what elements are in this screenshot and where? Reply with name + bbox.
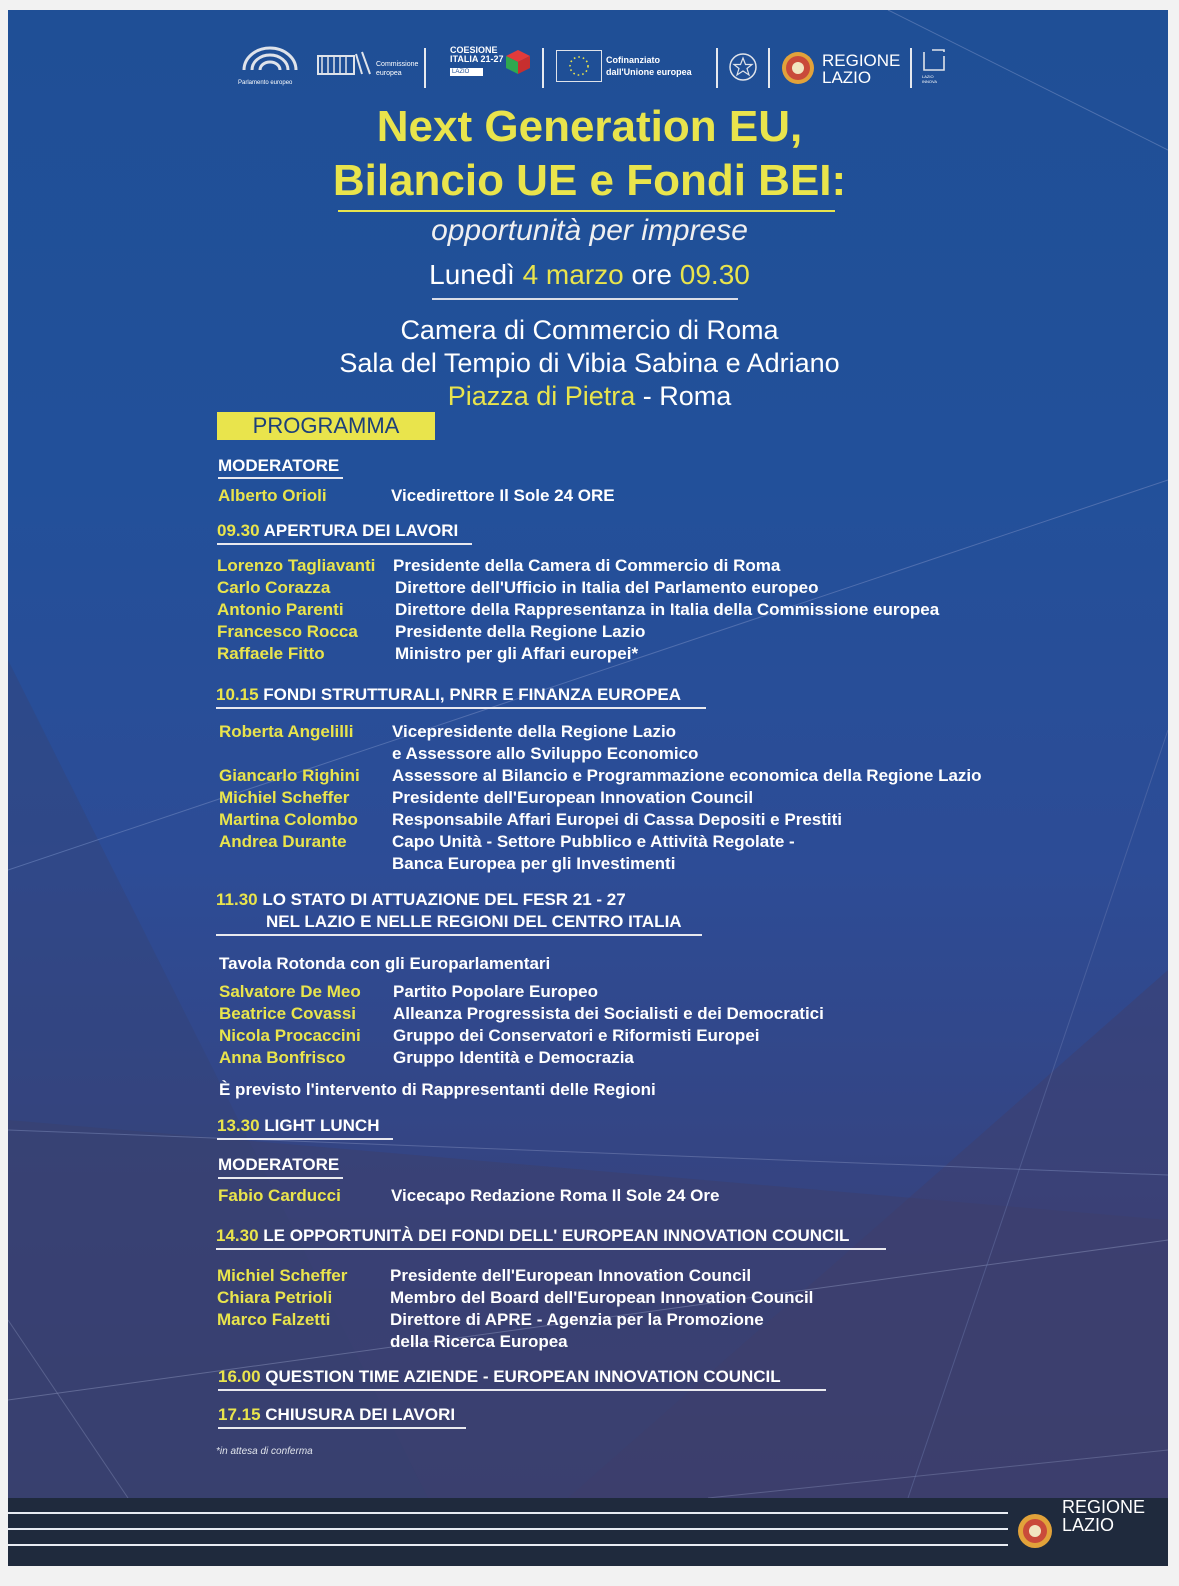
speaker-role-continued: e Assessore allo Sviluppo Economico (392, 744, 699, 763)
coesione-years: ITALIA 21-27 (450, 54, 504, 64)
footer-stripe (8, 1544, 1008, 1546)
speaker-name: Michiel Scheffer (217, 1266, 348, 1285)
speaker-name: Carlo Corazza (217, 578, 331, 597)
section-time: 17.15 (218, 1405, 261, 1424)
speaker-role: Capo Unità - Settore Pubblico e Attività Regolate - (392, 832, 795, 851)
commissione-label: Commissione europea (376, 61, 419, 77)
regione-lazio-logo (780, 40, 910, 96)
section-underline (217, 1138, 393, 1140)
speaker-name: Antonio Parenti (217, 600, 344, 619)
section-underline (218, 1427, 466, 1429)
speaker-role: Gruppo Identità e Democrazia (393, 1048, 634, 1067)
section-fesr (216, 890, 626, 910)
cofinanziato-ue-logo (554, 40, 714, 96)
italian-republic-emblem (728, 40, 762, 96)
programma-label: PROGRAMMA (252, 413, 400, 438)
speaker-role-continued: Banca Europea per gli Investimenti (392, 854, 676, 873)
date-ore: ore (631, 259, 672, 290)
venue-place: Piazza di Pietra (447, 381, 636, 411)
section-title: APERTURA DEI LAVORI (263, 521, 459, 540)
section-time: 16.00 (218, 1367, 261, 1386)
speaker-name: Anna Bonfrisco (219, 1048, 346, 1067)
section-time: 13.30 (217, 1116, 260, 1135)
logo-divider (424, 48, 426, 88)
speaker-role: Ministro per gli Affari europei* (395, 644, 639, 663)
speaker-name: Marco Falzetti (217, 1310, 331, 1329)
cofinanziato-label: Cofinanziato (606, 55, 660, 65)
date-day: Lunedì (429, 259, 515, 290)
event-date (0, 259, 1179, 291)
speaker-name: Roberta Angelilli (219, 722, 354, 741)
date-underline (432, 298, 738, 300)
footer-stripe (8, 1528, 1008, 1530)
venue-line-2: Sala del Tempio di Vibia Sabina e Adriano (339, 348, 840, 378)
venue-line-3 (0, 379, 1179, 413)
lazio-badge: LAZIO (450, 68, 483, 76)
speaker-role: Presidente della Camera di Commercio di Roma (393, 556, 781, 575)
footer-lazio: LAZIO (1062, 1515, 1115, 1535)
subtitle: opportunità per imprese (431, 214, 748, 247)
lazio-innova-logo (922, 40, 952, 96)
section-fondi (216, 685, 681, 705)
section-underline (218, 477, 343, 479)
logo-divider (716, 48, 718, 88)
speaker-role: Vicepresidente della Regione Lazio (392, 722, 677, 741)
footnote: *in attesa di conferma (216, 1446, 313, 1457)
speaker-name: Giancarlo Righini (219, 766, 360, 785)
title-line-1: Next Generation EU, (376, 102, 803, 151)
section-title: LO STATO DI ATTUAZIONE DEL FESR 21 - 27 (262, 890, 626, 909)
speaker-name: Andrea Durante (219, 832, 347, 851)
section-underline (216, 1248, 886, 1250)
cofinanziato-ue-label: dall'Unione europea (606, 67, 692, 77)
regione-label: REGIONE (822, 51, 901, 70)
speaker-role: Alleanza Progressista dei Socialisti e dei Democratici (393, 1004, 824, 1023)
section-eic (216, 1226, 849, 1246)
title-line-2: Bilancio UE e Fondi BEI: (332, 156, 847, 205)
speaker-role-continued: della Ricerca Europea (390, 1332, 568, 1351)
speaker-name: Beatrice Covassi (219, 1004, 357, 1023)
section-light-lunch (217, 1116, 380, 1136)
parliament-hemicycle-icon (240, 40, 300, 76)
speaker-role: Vicecapo Redazione Roma Il Sole 24 Ore (391, 1186, 720, 1205)
speaker-role: Direttore dell'Ufficio in Italia del Parlamento europeo (395, 578, 819, 597)
speaker-role: Gruppo dei Conservatori e Riformisti Europei (393, 1026, 760, 1045)
lazio-innova-square-icon (922, 48, 946, 72)
speaker-name: Nicola Procaccini (219, 1026, 361, 1045)
footer-stripe (8, 1512, 1008, 1514)
parlamento-europeo-logo (238, 40, 304, 96)
section-title-continued: NEL LAZIO E NELLE REGIONI DEL CENTRO ITALIA (266, 912, 682, 931)
section-title: QUESTION TIME AZIENDE - EUROPEAN INNOVATION COUNCIL (265, 1367, 781, 1386)
speaker-role: Presidente dell'European Innovation Council (392, 788, 754, 807)
date-time: 09.30 (679, 259, 750, 290)
moderatore-heading: MODERATORE (218, 1155, 340, 1174)
section-title: FONDI STRUTTURALI, PNRR E FINANZA EUROPEA (263, 685, 682, 704)
section-underline (218, 1177, 343, 1179)
date-date: 4 marzo (522, 259, 624, 290)
logo-divider (768, 48, 770, 88)
berlaymont-icon (316, 48, 372, 84)
section-underline (216, 707, 706, 709)
eu-stars-icon (557, 51, 601, 81)
section-apertura (217, 521, 458, 541)
section-chiusura (218, 1405, 455, 1425)
speaker-role: Direttore di APRE - Agenzia per la Promozione (390, 1310, 764, 1329)
venue-line-1: Camera di Commercio di Roma (400, 315, 779, 345)
section-time: 14.30 (216, 1226, 259, 1245)
coesione-label: COESIONE (450, 45, 498, 55)
logo-divider (910, 48, 912, 88)
section-title: LIGHT LUNCH (264, 1116, 380, 1135)
footer-regione-lazio-icon (1016, 1512, 1054, 1550)
lazio-label: LAZIO (822, 68, 872, 87)
speaker-role: Membro del Board dell'European Innovation Council (390, 1288, 814, 1307)
section-time: 11.30 (216, 890, 258, 909)
speaker-role: Partito Popolare Europeo (393, 982, 598, 1001)
logo-divider (542, 48, 544, 88)
commissione-europea-logo (316, 40, 428, 96)
section-time: 10.15 (216, 685, 259, 704)
speaker-name: Martina Colombo (219, 810, 358, 829)
speaker-role: Presidente dell'European Innovation Council (390, 1266, 752, 1285)
title-underline (338, 210, 835, 212)
moderatore-heading: MODERATORE (218, 456, 340, 475)
speaker-role: Assessore al Bilancio e Programmazione economica della Regione Lazio (392, 766, 982, 785)
coesione-italia-logo (448, 40, 534, 96)
footer-band (8, 1498, 1168, 1566)
footer-regione-lazio-label (1062, 1498, 1145, 1534)
speaker-role: Direttore della Rappresentanza in Italia della Commissione europea (395, 600, 940, 619)
section-time: 09.30 (217, 521, 260, 540)
lazio-innova-label: LAZIO INNOVA (922, 74, 938, 84)
speaker-name: Michiel Scheffer (219, 788, 350, 807)
eu-flag-icon (556, 50, 602, 82)
footer-regione: REGIONE (1062, 1497, 1146, 1517)
speaker-name: Raffaele Fitto (217, 644, 325, 663)
regione-lazio-shield-icon (780, 50, 816, 86)
section-underline (218, 1389, 826, 1391)
tavola-rotonda-label: Tavola Rotonda con gli Europarlamentari (219, 954, 551, 973)
speaker-name: Francesco Rocca (217, 622, 358, 641)
speaker-name: Alberto Orioli (218, 486, 327, 505)
venue-city: - Roma (642, 381, 732, 411)
speaker-name: Fabio Carducci (218, 1186, 341, 1205)
section-title: LE OPPORTUNITÀ DEI FONDI DELL' EUROPEAN INNOVATION COUNCIL (263, 1226, 850, 1245)
previsto-note: È previsto l'intervento di Rappresentanti delle Regioni (219, 1080, 656, 1099)
speaker-name: Lorenzo Tagliavanti (217, 556, 376, 575)
coesione-cube-icon (502, 46, 532, 76)
speaker-name: Chiara Petrioli (217, 1288, 333, 1307)
speaker-role: Responsabile Affari Europei di Cassa Depositi e Prestiti (392, 810, 842, 829)
speaker-role: Vicedirettore Il Sole 24 ORE (391, 486, 615, 505)
speaker-role: Presidente della Regione Lazio (395, 622, 646, 641)
emblem-star-icon (728, 50, 758, 84)
parlamento-label: Parlamento europeo (238, 80, 293, 86)
speaker-name: Salvatore De Meo (219, 982, 361, 1001)
section-underline (216, 934, 702, 936)
section-question-time (218, 1367, 781, 1387)
section-underline (217, 543, 472, 545)
logos-strip (234, 40, 974, 96)
section-title: CHIUSURA DEI LAVORI (265, 1405, 456, 1424)
